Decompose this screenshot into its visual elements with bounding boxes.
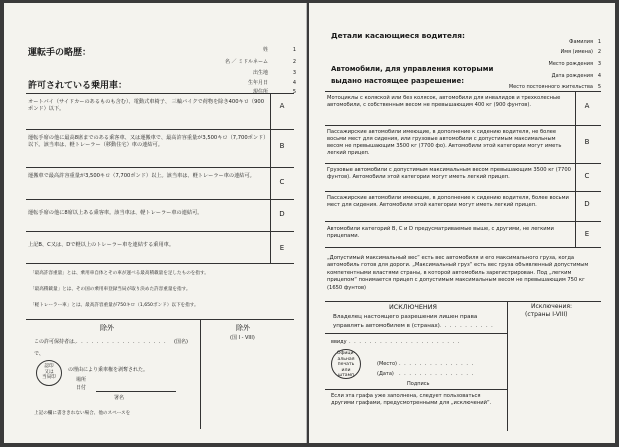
category-row-b: Пассажирские автомобили имеющие, в дополнение к сидению водителя, не более восьми мест для сидения, или грузовые автомобили с допустимым максимальным весом не превышающим 3500 кг (7700 фо). Автомобили этой категории могут иметь легкий прицеп. B bbox=[325, 125, 601, 163]
category-row-e: Автомобили категорий B, C и D предусматриваемые выше, с другими, не легкими прицепами. E bbox=[325, 221, 601, 247]
field-label: 生年月日 bbox=[247, 80, 268, 86]
exclusions-title: 除外 bbox=[100, 324, 114, 332]
field-number: 5 bbox=[292, 89, 296, 95]
date-label: 日付 bbox=[76, 385, 87, 391]
category-row-d: Пассажирские автомобили имеющие, в дополнение к сидению водителя, более восьми мест для сидения. Автомобили этой категории могут иметь легкий прицеп. D bbox=[325, 191, 601, 221]
field-number: 5 bbox=[597, 84, 601, 90]
weight-notes: „Допустимый максимальный вес“ есть вес автомобиля и его максимального груза, когда автомобиль готов для дороги. „Максимальный груз“ есть вес груза объявленный допустимым компетентными властями страны, в которой автомобиль зарегистрирован. Под „легким прицепом“ понимается прицеп с допустимым максимальным весом не превышающим 750 кг (1650 фунтов) bbox=[327, 255, 589, 291]
official-stamp: 認印 又は 当局印 bbox=[36, 360, 62, 386]
driver-details-heading: Детали касающиеся водителя: bbox=[331, 31, 465, 40]
place-label: 場所 bbox=[76, 377, 87, 383]
driver-details-heading: 運転手の略歴： bbox=[28, 48, 92, 58]
permit-heading-line1: Автомобили, для управления которыми bbox=[331, 65, 494, 73]
category-row-c: 運搬車で最高許容重量が3,500キロ（7,700ポンド）以上。該当車は、軽トレーラー車の連結可。 C bbox=[26, 167, 294, 199]
field-number: 1 bbox=[597, 39, 601, 45]
field-label: 現住所 bbox=[252, 89, 268, 95]
category-row-a: Мотоциклы с коляской или без колясок, автомобили для инвалидов и трехколесные автомобили, с собственным весом не превышающим 400 кг (900 фунтов). A bbox=[325, 91, 601, 125]
permit-heading-line2: выдано настоящее разрешение: bbox=[331, 77, 464, 85]
field-number: 2 bbox=[292, 59, 296, 65]
place-label: (Место) bbox=[377, 361, 398, 367]
field-label: Фамилия bbox=[569, 39, 593, 45]
field-number: 4 bbox=[292, 80, 296, 86]
field-label: Дата рождения bbox=[551, 73, 593, 79]
category-row-c: Грузовые автомобили с допустимым максимальным весом превышающим 3500 кг (7700 фунтов). Автомобили этой категории могут иметь легкий прицеп. C bbox=[325, 163, 601, 191]
field-label: 名 ／ ミドルネーム bbox=[224, 59, 268, 65]
permit-heading: 許可されている乗用車： bbox=[28, 81, 128, 91]
field-label: Имя (имена) bbox=[560, 49, 593, 55]
field-label: Место постоянного жительства bbox=[508, 84, 593, 90]
bottom-note: Если эта графа уже заполнена, следует пользоваться другими графами, предусмотренными для „исключений“. bbox=[331, 393, 492, 406]
date-label: (Дата) bbox=[377, 371, 394, 377]
official-stamp: Офици- альная печать или штамп bbox=[331, 349, 361, 379]
exclusions-range: (国 I - VIII) bbox=[230, 335, 255, 341]
field-number: 3 bbox=[597, 61, 601, 67]
exclusions-title: ИСКЛЮЧЕНИЯ bbox=[389, 303, 437, 311]
category-row-a: オートバイ（サイドカーのあるものも含む）、電動式車椅子、 三輪バイクで荷物を除き400キロ（900ポンド）以下。 A bbox=[26, 93, 294, 129]
russian-page: Детали касающиеся водителя: Фамилия 1 Имя (имена) 2 Место рождения 3 Дата рождения 4 Место постоянного жительства 5 Автомобили, для управления которыми выдано настоящее разрешение: Мотоциклы с коляской или без колясок, автомобили для инвалидов и трехколесные автомобили, с собственным весом не превышающим 400 кг (900 фунтов). A Пассажирские автомобили имеющие, в дополнение к сидению водителя, не более восьми мест для сидения, или грузовые автомобили с допустимым максимальным весом не превышающим 3500 кг (7700 фо). Автомобили этой категории могут иметь легкий прицеп. B Грузовые автомобили с допустимым максимальным весом превышающим 3500 кг (7700 фунтов). Автомобили этой категории могут иметь легкий прицеп. C Пассажирские автомобили имеющие, в дополнение к сидению водителя, более восьми мест для сидения. Автомобили этой категории могут иметь легкий прицеп. D Автомобили категорий B, C и D предусматриваемые выше, с другими, не легкими прицепами. E „Допустимый максимальный вес“ есть вес автомобиля и его максимального груза, когда автомобиль готов для дороги. „Максимальный груз“ есть вес груза объявленный допустимым компетентными властями страны, в которой автомобиль зарегистрирован. Под „легким прицепом“ понимается прицеп с допустимым максимальным весом не превышающим 750 кг (1650 фунтов) ИСКЛЮЧЕНИЯ Исключения: (страны I-VIII) Владелец настоящего разрешения лишен права управлять автомобилем в (странах) . . . . . . . . . . . . . ввиду . . . . . . . . . . . . . . . . . . . . . . Офици- альная печать или штамп (Место) . . . . . . . . . . . . . . . (Дата) . . . . . . . . . . . . . . . Подпись Если эта графа уже заполнена, следует пользоваться другими графами, предусмотренными для „исключений“. bbox=[309, 3, 615, 443]
field-number: 2 bbox=[597, 49, 601, 55]
signature-label: 署名 bbox=[114, 395, 125, 401]
field-number: 4 bbox=[597, 73, 601, 79]
exclusions-title-right: 除外 bbox=[236, 324, 250, 332]
field-label: 姓 bbox=[262, 47, 268, 53]
exclusions-range: (страны I-VIII) bbox=[525, 311, 568, 318]
field-number: 3 bbox=[292, 70, 296, 76]
due-label: ввиду bbox=[331, 339, 347, 345]
field-label: 出生地 bbox=[252, 70, 268, 76]
field-number: 1 bbox=[292, 47, 296, 53]
category-row-d: 運転手席の他に8席以上ある乗客車。該当車は、軽トレーラー車の連結可。 D bbox=[26, 199, 294, 231]
category-row-b: 運転手席の他に最高8席までのある乗客車、又は運搬車で、最高許容重量が3,500キロ（7,700ポンド）以下。該当車は、軽トレーラー（移動住宅）車の連結可。 B bbox=[26, 129, 294, 167]
exclusions-title-right: Исключения: bbox=[531, 303, 572, 310]
field-label: Место рождения bbox=[548, 61, 593, 67]
signature-label: Подпись bbox=[407, 381, 430, 387]
japanese-page: 運転手の略歴： 姓 1 名 ／ ミドルネーム 2 出生地 3 生年月日 4 現住所 5 許可されている乗用車： オートバイ（サイドカーのあるものも含む）、電動式車椅子、 三輪バイクで荷物を除き400キロ（900ポンド）以下。 A 運転手席の他に最高8席までのある乗客車、又は運搬車で、最高許容重量が3,500キロ（7,700ポンド）以下。該当車は、軽トレーラー（移動住宅）車の連結可。 B 運搬車で最高許容重量が3,500キロ（7,700ポンド）以上。該当車は、軽トレーラー車の連結可。 C 運転手席の他に8席以上ある乗客車。該当車は、軽トレーラー車の連結可。 D 上記B、C又は、Dで軽以上のトレーラー車を連結する乗用車。 E 「最高許容重量」とは、乗用車自体とその車が運べる最高積載量を足したものを指す。 「最高積載量」とは、その国の乗用車登録当局が取り決めた許容重量を指す。 「軽トレーラー車」とは、最高許容重量が750キロ（1,650ポンド）以下を指す。 除外 除外 (国 I - VIII) この許可保持者は、 . . . . . . . . . . . . . . . . . . (国名) で、 認印 又は 当局印 の理由により乗車権を剥奪された。 場所 日付 署名 上記の欄に書ききれない場合、他のスペースを bbox=[4, 3, 307, 443]
category-row-e: 上記B、C又は、Dで軽以上のトレーラー車を連結する乗用車。 E bbox=[26, 231, 294, 263]
